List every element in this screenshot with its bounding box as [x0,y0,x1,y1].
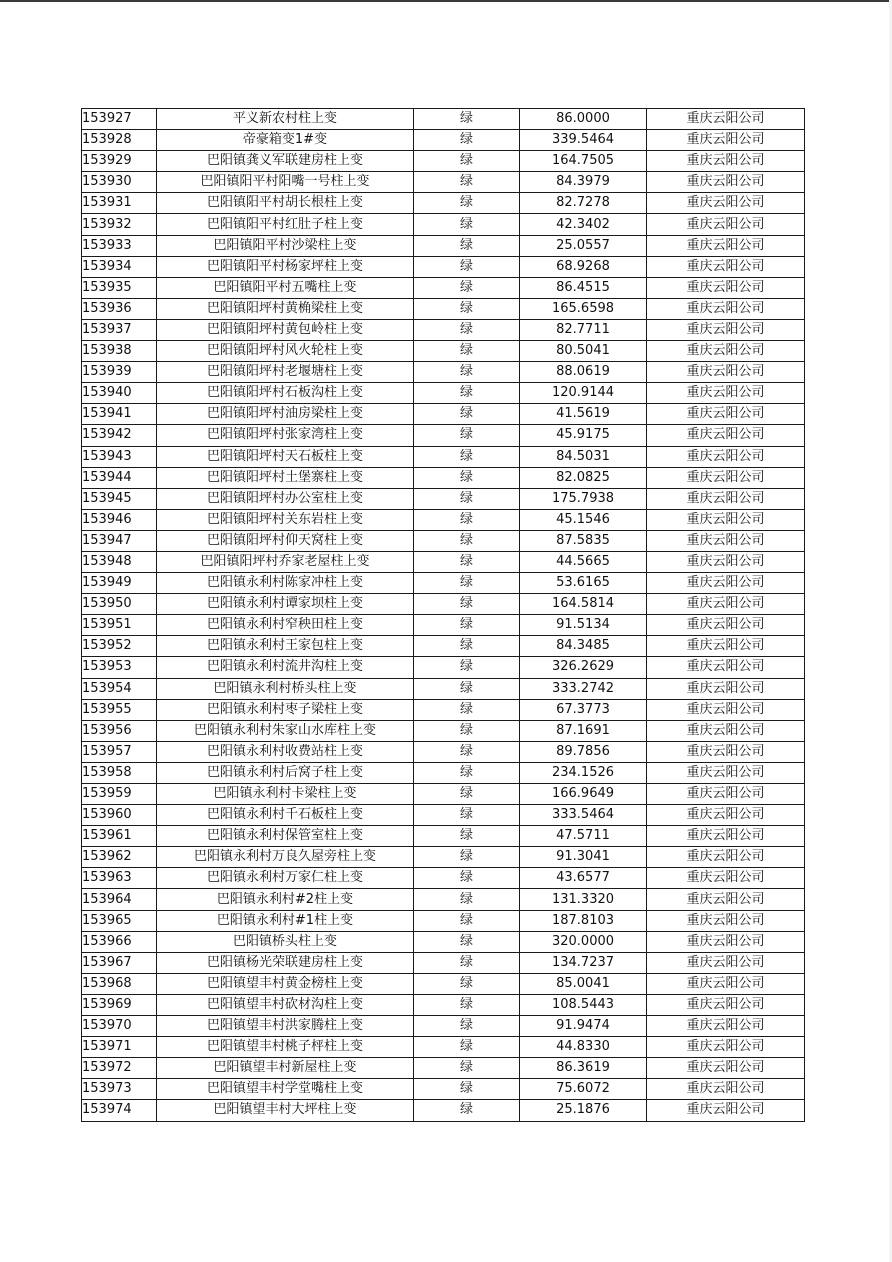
cell-id: 153935 [82,277,157,298]
cell-color: 绿 [414,130,520,151]
cell-color: 绿 [414,1016,520,1037]
table-row [82,952,805,973]
cell-org: 重庆云阳公司 [647,1037,805,1058]
cell-org: 重庆云阳公司 [647,699,805,720]
cell-org: 重庆云阳公司 [647,594,805,615]
cell-color: 绿 [414,383,520,404]
cell-value: 234.1526 [520,762,647,783]
table-row [82,931,805,952]
cell-color: 绿 [414,109,520,130]
table-row [82,636,805,657]
cell-name: 巴阳镇永利村窄秧田柱上变 [157,615,414,636]
cell-name: 巴阳镇望丰村新屋柱上变 [157,1058,414,1079]
table-row [82,720,805,741]
cell-id: 153964 [82,889,157,910]
cell-id: 153952 [82,636,157,657]
cell-org: 重庆云阳公司 [647,362,805,383]
cell-org: 重庆云阳公司 [647,636,805,657]
cell-value: 187.8103 [520,910,647,931]
cell-color: 绿 [414,425,520,446]
cell-value: 91.9474 [520,1016,647,1037]
cell-color: 绿 [414,615,520,636]
table-row [82,678,805,699]
transformer-table [81,108,805,1122]
cell-name: 巴阳镇阳坪村石板沟柱上变 [157,383,414,404]
cell-value: 53.6165 [520,573,647,594]
cell-name: 巴阳镇阳坪村土堡寨柱上变 [157,467,414,488]
cell-id: 153973 [82,1079,157,1100]
cell-org: 重庆云阳公司 [647,151,805,172]
cell-name: 巴阳镇阳平村红肚子柱上变 [157,214,414,235]
cell-id: 153934 [82,256,157,277]
cell-value: 87.1691 [520,720,647,741]
cell-name: 巴阳镇阳坪村张家湾柱上变 [157,425,414,446]
cell-color: 绿 [414,362,520,383]
cell-name: 巴阳镇永利村桥头柱上变 [157,678,414,699]
cell-name: 巴阳镇永利村#1柱上变 [157,910,414,931]
cell-value: 43.6577 [520,868,647,889]
cell-id: 153949 [82,573,157,594]
cell-org: 重庆云阳公司 [647,931,805,952]
cell-color: 绿 [414,636,520,657]
cell-color: 绿 [414,1079,520,1100]
cell-org: 重庆云阳公司 [647,973,805,994]
cell-color: 绿 [414,741,520,762]
cell-name: 帝豪箱变1#变 [157,130,414,151]
cell-value: 166.9649 [520,784,647,805]
cell-value: 45.9175 [520,425,647,446]
cell-org: 重庆云阳公司 [647,741,805,762]
cell-id: 153965 [82,910,157,931]
cell-org: 重庆云阳公司 [647,404,805,425]
table-row [82,699,805,720]
cell-org: 重庆云阳公司 [647,615,805,636]
table-row [82,1079,805,1100]
cell-value: 86.0000 [520,109,647,130]
cell-name: 巴阳镇永利村谭家坝柱上变 [157,594,414,615]
cell-org: 重庆云阳公司 [647,446,805,467]
cell-color: 绿 [414,994,520,1015]
cell-name: 巴阳镇阳坪村风火轮柱上变 [157,341,414,362]
cell-color: 绿 [414,805,520,826]
cell-name: 巴阳镇永利村朱家山水库柱上变 [157,720,414,741]
cell-value: 164.5814 [520,594,647,615]
cell-id: 153943 [82,446,157,467]
cell-color: 绿 [414,699,520,720]
table-row [82,298,805,319]
cell-value: 333.2742 [520,678,647,699]
cell-id: 153972 [82,1058,157,1079]
cell-org: 重庆云阳公司 [647,193,805,214]
cell-id: 153962 [82,847,157,868]
table-row [82,130,805,151]
cell-org: 重庆云阳公司 [647,805,805,826]
cell-color: 绿 [414,235,520,256]
cell-org: 重庆云阳公司 [647,383,805,404]
table-row [82,235,805,256]
table-row [82,404,805,425]
cell-id: 153954 [82,678,157,699]
cell-color: 绿 [414,509,520,530]
cell-value: 134.7237 [520,952,647,973]
cell-id: 153967 [82,952,157,973]
cell-id: 153953 [82,657,157,678]
cell-name: 平义新农村柱上变 [157,109,414,130]
cell-org: 重庆云阳公司 [647,256,805,277]
cell-value: 84.3979 [520,172,647,193]
cell-id: 153974 [82,1100,157,1121]
cell-color: 绿 [414,826,520,847]
cell-color: 绿 [414,868,520,889]
cell-color: 绿 [414,1058,520,1079]
cell-name: 巴阳镇阳坪村关东岩柱上变 [157,509,414,530]
cell-id: 153957 [82,741,157,762]
cell-id: 153940 [82,383,157,404]
cell-value: 84.3485 [520,636,647,657]
table-row [82,383,805,404]
cell-org: 重庆云阳公司 [647,109,805,130]
cell-name: 巴阳镇阳平村胡长根柱上变 [157,193,414,214]
cell-color: 绿 [414,151,520,172]
cell-value: 41.5619 [520,404,647,425]
cell-value: 86.3619 [520,1058,647,1079]
cell-name: 巴阳镇阳平村沙梁柱上变 [157,235,414,256]
table-row [82,341,805,362]
cell-value: 47.5711 [520,826,647,847]
cell-name: 巴阳镇永利村千石板柱上变 [157,805,414,826]
cell-color: 绿 [414,931,520,952]
table-row [82,193,805,214]
cell-color: 绿 [414,530,520,551]
cell-color: 绿 [414,193,520,214]
cell-color: 绿 [414,910,520,931]
cell-name: 巴阳镇永利村保管室柱上变 [157,826,414,847]
cell-name: 巴阳镇望丰村大坪柱上变 [157,1100,414,1121]
cell-color: 绿 [414,214,520,235]
cell-name: 巴阳镇阳坪村办公室柱上变 [157,488,414,509]
cell-id: 153939 [82,362,157,383]
cell-value: 108.5443 [520,994,647,1015]
cell-org: 重庆云阳公司 [647,826,805,847]
cell-id: 153938 [82,341,157,362]
cell-org: 重庆云阳公司 [647,467,805,488]
cell-value: 164.7505 [520,151,647,172]
cell-value: 165.6598 [520,298,647,319]
cell-value: 80.5041 [520,341,647,362]
cell-id: 153944 [82,467,157,488]
table-row [82,910,805,931]
cell-color: 绿 [414,952,520,973]
cell-name: 巴阳镇望丰村黄金榜柱上变 [157,973,414,994]
table-row [82,594,805,615]
cell-value: 88.0619 [520,362,647,383]
cell-name: 巴阳镇望丰村砍材沟柱上变 [157,994,414,1015]
cell-color: 绿 [414,720,520,741]
cell-color: 绿 [414,889,520,910]
cell-value: 82.7711 [520,319,647,340]
cell-id: 153951 [82,615,157,636]
cell-org: 重庆云阳公司 [647,868,805,889]
cell-name: 巴阳镇永利村卡梁柱上变 [157,784,414,805]
cell-name: 巴阳镇永利村万家仁柱上变 [157,868,414,889]
table-row [82,172,805,193]
cell-id: 153931 [82,193,157,214]
table-row [82,467,805,488]
cell-id: 153961 [82,826,157,847]
cell-org: 重庆云阳公司 [647,425,805,446]
cell-color: 绿 [414,319,520,340]
table-body [82,109,805,1122]
cell-name: 巴阳镇阳平村五嘴柱上变 [157,277,414,298]
cell-id: 153960 [82,805,157,826]
cell-id: 153937 [82,319,157,340]
cell-org: 重庆云阳公司 [647,994,805,1015]
table-row [82,362,805,383]
cell-color: 绿 [414,172,520,193]
cell-org: 重庆云阳公司 [647,1016,805,1037]
table-row [82,530,805,551]
cell-org: 重庆云阳公司 [647,784,805,805]
cell-name: 巴阳镇望丰村桃子枰柱上变 [157,1037,414,1058]
cell-id: 153936 [82,298,157,319]
table-row [82,657,805,678]
cell-name: 巴阳镇永利村收费站柱上变 [157,741,414,762]
cell-id: 153928 [82,130,157,151]
cell-color: 绿 [414,467,520,488]
cell-org: 重庆云阳公司 [647,509,805,530]
cell-org: 重庆云阳公司 [647,530,805,551]
cell-value: 326.2629 [520,657,647,678]
table-row [82,994,805,1015]
cell-id: 153955 [82,699,157,720]
table-row [82,551,805,572]
cell-value: 82.0825 [520,467,647,488]
cell-color: 绿 [414,277,520,298]
cell-name: 巴阳镇阳坪村黄桷梁柱上变 [157,298,414,319]
cell-name: 巴阳镇永利村流井沟柱上变 [157,657,414,678]
cell-value: 75.6072 [520,1079,647,1100]
cell-value: 131.3320 [520,889,647,910]
cell-id: 153970 [82,1016,157,1037]
cell-name: 巴阳镇阳平村阳嘴一号柱上变 [157,172,414,193]
table-row [82,805,805,826]
cell-org: 重庆云阳公司 [647,235,805,256]
table-row [82,446,805,467]
cell-id: 153932 [82,214,157,235]
cell-value: 86.4515 [520,277,647,298]
cell-value: 45.1546 [520,509,647,530]
cell-name: 巴阳镇阳坪村乔家老屋柱上变 [157,551,414,572]
cell-id: 153959 [82,784,157,805]
cell-color: 绿 [414,594,520,615]
cell-value: 84.5031 [520,446,647,467]
cell-id: 153971 [82,1037,157,1058]
cell-org: 重庆云阳公司 [647,1079,805,1100]
cell-org: 重庆云阳公司 [647,341,805,362]
cell-name: 巴阳镇永利村#2柱上变 [157,889,414,910]
table-row [82,425,805,446]
cell-id: 153950 [82,594,157,615]
cell-color: 绿 [414,784,520,805]
cell-id: 153930 [82,172,157,193]
cell-org: 重庆云阳公司 [647,910,805,931]
cell-name: 巴阳镇杨光荣联建房柱上变 [157,952,414,973]
cell-id: 153946 [82,509,157,530]
cell-color: 绿 [414,341,520,362]
table-row [82,277,805,298]
table-row [82,784,805,805]
cell-name: 巴阳镇阳平村杨家坪柱上变 [157,256,414,277]
cell-id: 153958 [82,762,157,783]
cell-value: 42.3402 [520,214,647,235]
cell-id: 153933 [82,235,157,256]
cell-org: 重庆云阳公司 [647,277,805,298]
cell-value: 85.0041 [520,973,647,994]
cell-name: 巴阳镇永利村万良久屋旁柱上变 [157,847,414,868]
cell-color: 绿 [414,488,520,509]
table-row [82,151,805,172]
cell-id: 153947 [82,530,157,551]
cell-color: 绿 [414,657,520,678]
cell-org: 重庆云阳公司 [647,889,805,910]
cell-value: 120.9144 [520,383,647,404]
table-row [82,868,805,889]
cell-value: 91.5134 [520,615,647,636]
cell-org: 重庆云阳公司 [647,172,805,193]
cell-name: 巴阳镇永利村陈家冲柱上变 [157,573,414,594]
cell-color: 绿 [414,446,520,467]
table-row [82,256,805,277]
cell-value: 25.0557 [520,235,647,256]
cell-id: 153969 [82,994,157,1015]
cell-value: 87.5835 [520,530,647,551]
cell-name: 巴阳镇望丰村学堂嘴柱上变 [157,1079,414,1100]
table-row [82,615,805,636]
cell-name: 巴阳镇望丰村洪家腾柱上变 [157,1016,414,1037]
cell-org: 重庆云阳公司 [647,573,805,594]
cell-name: 巴阳镇永利村枣子梁柱上变 [157,699,414,720]
cell-name: 巴阳镇阳坪村黄包岭柱上变 [157,319,414,340]
cell-value: 44.5665 [520,551,647,572]
cell-name: 巴阳镇阳坪村仰天窝柱上变 [157,530,414,551]
cell-value: 320.0000 [520,931,647,952]
cell-color: 绿 [414,573,520,594]
cell-org: 重庆云阳公司 [647,1058,805,1079]
cell-id: 153956 [82,720,157,741]
table-row [82,1058,805,1079]
cell-color: 绿 [414,404,520,425]
cell-value: 175.7938 [520,488,647,509]
table-row [82,1016,805,1037]
table-row [82,762,805,783]
table-row [82,214,805,235]
cell-name: 巴阳镇阳坪村天石板柱上变 [157,446,414,467]
cell-color: 绿 [414,1037,520,1058]
cell-color: 绿 [414,1100,520,1121]
cell-value: 44.8330 [520,1037,647,1058]
table-row [82,826,805,847]
cell-value: 67.3773 [520,699,647,720]
cell-id: 153963 [82,868,157,889]
cell-org: 重庆云阳公司 [647,1100,805,1121]
cell-value: 333.5464 [520,805,647,826]
cell-value: 25.1876 [520,1100,647,1121]
cell-id: 153941 [82,404,157,425]
cell-value: 339.5464 [520,130,647,151]
cell-org: 重庆云阳公司 [647,551,805,572]
cell-org: 重庆云阳公司 [647,130,805,151]
table-row [82,973,805,994]
cell-name: 巴阳镇永利村后窝子柱上变 [157,762,414,783]
table-row [82,1037,805,1058]
cell-name: 巴阳镇阳坪村老堰塘柱上变 [157,362,414,383]
cell-name: 巴阳镇阳坪村油房梁柱上变 [157,404,414,425]
cell-name: 巴阳镇桥头柱上变 [157,931,414,952]
cell-org: 重庆云阳公司 [647,762,805,783]
cell-value: 91.3041 [520,847,647,868]
cell-org: 重庆云阳公司 [647,214,805,235]
table-row [82,509,805,530]
cell-id: 153929 [82,151,157,172]
table-row [82,1100,805,1121]
table-row [82,847,805,868]
cell-value: 68.9268 [520,256,647,277]
cell-color: 绿 [414,678,520,699]
cell-org: 重庆云阳公司 [647,657,805,678]
cell-id: 153927 [82,109,157,130]
cell-org: 重庆云阳公司 [647,847,805,868]
table-row [82,741,805,762]
table-row [82,109,805,130]
cell-color: 绿 [414,256,520,277]
cell-name: 巴阳镇龚义军联建房柱上变 [157,151,414,172]
cell-color: 绿 [414,298,520,319]
cell-id: 153948 [82,551,157,572]
cell-color: 绿 [414,762,520,783]
table-row [82,488,805,509]
cell-value: 82.7278 [520,193,647,214]
cell-org: 重庆云阳公司 [647,298,805,319]
cell-color: 绿 [414,847,520,868]
cell-color: 绿 [414,973,520,994]
cell-id: 153942 [82,425,157,446]
cell-org: 重庆云阳公司 [647,678,805,699]
cell-id: 153945 [82,488,157,509]
cell-name: 巴阳镇永利村王家包柱上变 [157,636,414,657]
table-row [82,573,805,594]
cell-org: 重庆云阳公司 [647,488,805,509]
cell-org: 重庆云阳公司 [647,720,805,741]
cell-org: 重庆云阳公司 [647,952,805,973]
cell-id: 153968 [82,973,157,994]
page-top-border [0,0,892,2]
table-row [82,889,805,910]
cell-color: 绿 [414,551,520,572]
cell-org: 重庆云阳公司 [647,319,805,340]
table-row [82,319,805,340]
cell-value: 89.7856 [520,741,647,762]
cell-id: 153966 [82,931,157,952]
